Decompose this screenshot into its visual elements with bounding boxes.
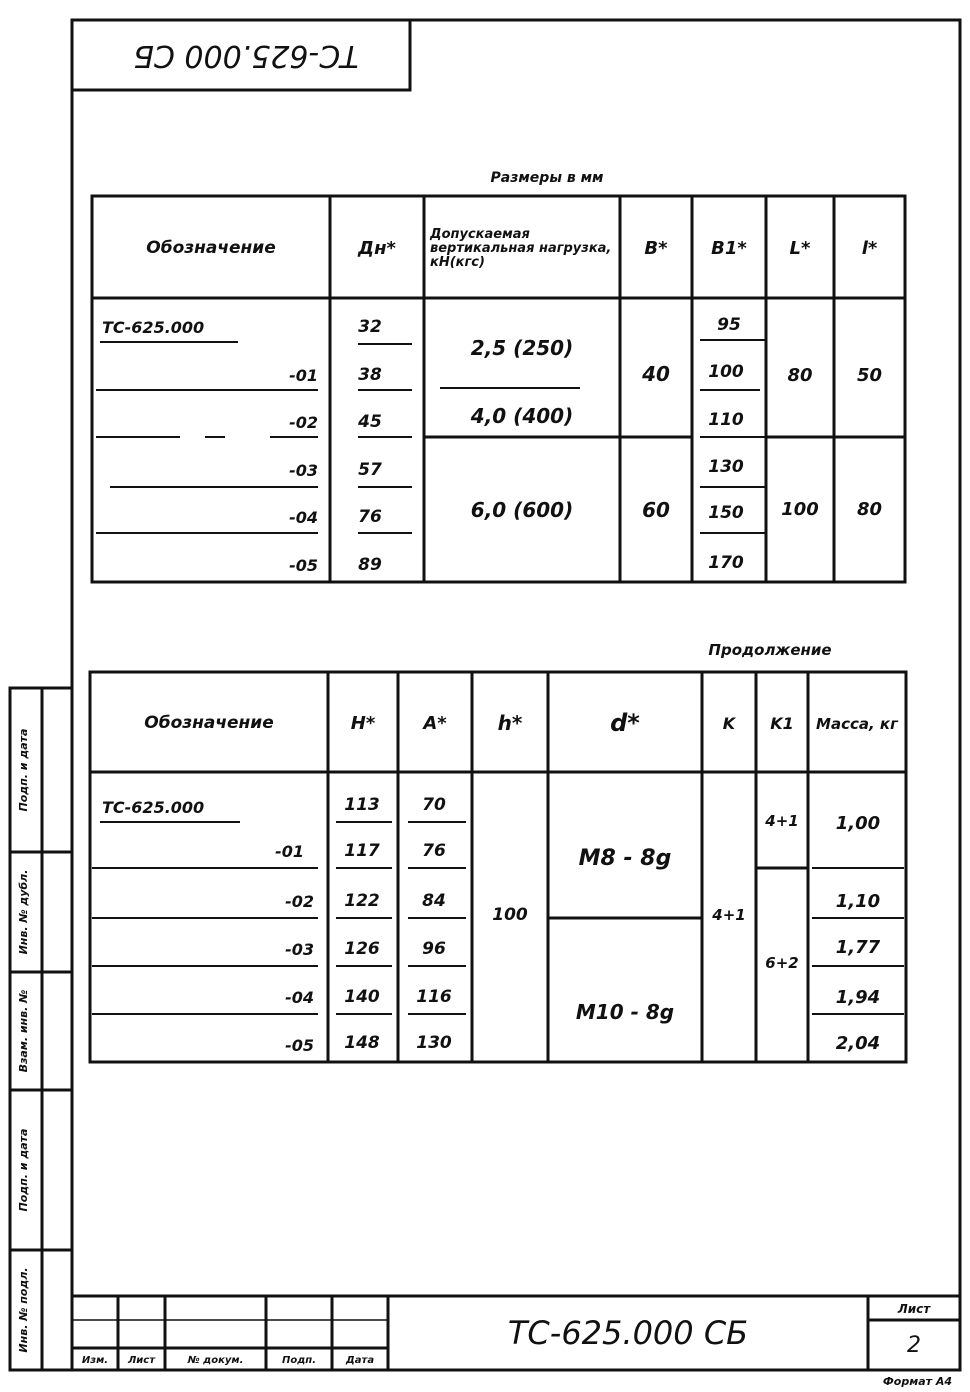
t1-dn: 32	[358, 317, 382, 337]
t2-designation: -05	[285, 1035, 314, 1055]
t2-A: 116	[416, 987, 452, 1007]
t2-designation: -01	[275, 841, 304, 861]
t1-designation: -03	[289, 460, 318, 480]
t2-header-h: h*	[497, 711, 523, 735]
top-stamp: ТС-625.000 СБ	[133, 38, 359, 74]
tb-col-label: Лист	[127, 1354, 156, 1366]
t1-header-b: В*	[644, 237, 668, 259]
t1-designation: -01	[289, 365, 318, 385]
side-label: Инв. № дубл.	[16, 869, 30, 955]
tb-col-label: Подп.	[281, 1354, 317, 1366]
t1-load: 2,5 (250)	[470, 336, 574, 360]
t2-designation: -04	[285, 987, 314, 1007]
t1-dn: 57	[358, 460, 382, 480]
t2-mass: 2,04	[835, 1032, 881, 1054]
units-caption: Размеры в мм	[490, 170, 604, 186]
side-label: Взам. инв. №	[16, 989, 30, 1073]
t2-A: 70	[422, 795, 446, 815]
t1-l: 80	[856, 498, 883, 520]
t2-A: 130	[416, 1033, 452, 1053]
t2-A: 76	[422, 841, 446, 861]
t1-dn: 45	[358, 412, 382, 432]
side-label: Подп. и дата	[16, 728, 30, 812]
t1-l: 50	[856, 364, 883, 386]
t2-header-K: K	[722, 713, 736, 733]
t1-L: 80	[787, 364, 813, 386]
t2-header-d: d*	[610, 709, 640, 737]
t1-dn: 76	[358, 507, 382, 527]
t2-designation: -03	[285, 939, 314, 959]
t1-b: 60	[642, 498, 670, 522]
t2-header-H: H*	[350, 712, 376, 734]
t1-header-load: Допускаемая вертикальная нагрузка, кН(кгс)	[430, 226, 612, 271]
t1-L: 100	[781, 498, 819, 520]
tb-col-label: № докум.	[187, 1354, 244, 1366]
t2-K1: 4+1	[765, 812, 799, 830]
t2-h: 100	[492, 905, 528, 925]
tb-col-label: Дата	[345, 1354, 375, 1366]
sheet-label: Лист	[897, 1302, 931, 1316]
t1-b1: 150	[708, 503, 744, 523]
t2-K: 4+1	[712, 906, 746, 924]
t1-b1: 130	[708, 457, 744, 477]
t1-load: 4,0 (400)	[470, 404, 574, 428]
t2-K1: 6+2	[765, 954, 799, 972]
t2-mass: 1,10	[835, 890, 881, 912]
t2-d: М8 - 8g	[578, 845, 672, 871]
format-note: Формат А4	[882, 1374, 952, 1388]
t1-header-designation: Обозначение	[146, 238, 276, 258]
t1-designation: -02	[289, 412, 318, 432]
t1-dn: 38	[358, 365, 382, 385]
t2-header-K1: K1	[770, 713, 794, 733]
t2-A: 96	[422, 939, 446, 959]
t2-H: 140	[344, 987, 380, 1007]
t1-header-b1: В1*	[711, 237, 747, 259]
t2-designation: ТС-625.000	[102, 797, 205, 817]
t1-load: 6,0 (600)	[470, 498, 574, 522]
tb-col-label: Изм.	[81, 1354, 109, 1366]
t2-H: 122	[344, 891, 380, 911]
t1-header-l: l*	[861, 237, 878, 259]
t2-header-A: A*	[423, 712, 447, 734]
t2-mass: 1,94	[835, 986, 881, 1008]
t2-header-designation: Обозначение	[144, 713, 274, 733]
t1-designation: -05	[289, 555, 318, 575]
sheet-number: 2	[907, 1332, 921, 1358]
t2-mass: 1,77	[835, 936, 881, 958]
t2-mass: 1,00	[835, 812, 881, 834]
t1-b1: 100	[708, 362, 744, 382]
t2-A: 84	[422, 891, 446, 911]
t1-b1: 110	[708, 410, 744, 430]
t1-designation: -04	[289, 507, 318, 527]
t2-header-mass: Масса, кг	[816, 714, 898, 733]
t2-H: 148	[344, 1033, 380, 1053]
t1-b1: 170	[708, 553, 744, 573]
side-label: Подп. и дата	[16, 1128, 30, 1212]
t2-H: 126	[344, 939, 380, 959]
t2-d: М10 - 8g	[575, 1000, 675, 1024]
t1-dn: 89	[358, 555, 382, 575]
t1-header-dn: Дн*	[358, 237, 396, 259]
t2-designation: -02	[285, 891, 314, 911]
t1-header-L: L*	[789, 237, 811, 259]
t2-H: 117	[344, 841, 380, 861]
t1-b1: 95	[717, 315, 741, 335]
continuation-caption: Продолжение	[708, 641, 832, 659]
t2-H: 113	[344, 795, 380, 815]
side-label: Инв. № подл.	[16, 1267, 30, 1353]
t1-b: 40	[642, 362, 670, 386]
title-block-code: ТС-625.000 СБ	[507, 1314, 749, 1352]
t1-designation: ТС-625.000	[102, 317, 205, 337]
